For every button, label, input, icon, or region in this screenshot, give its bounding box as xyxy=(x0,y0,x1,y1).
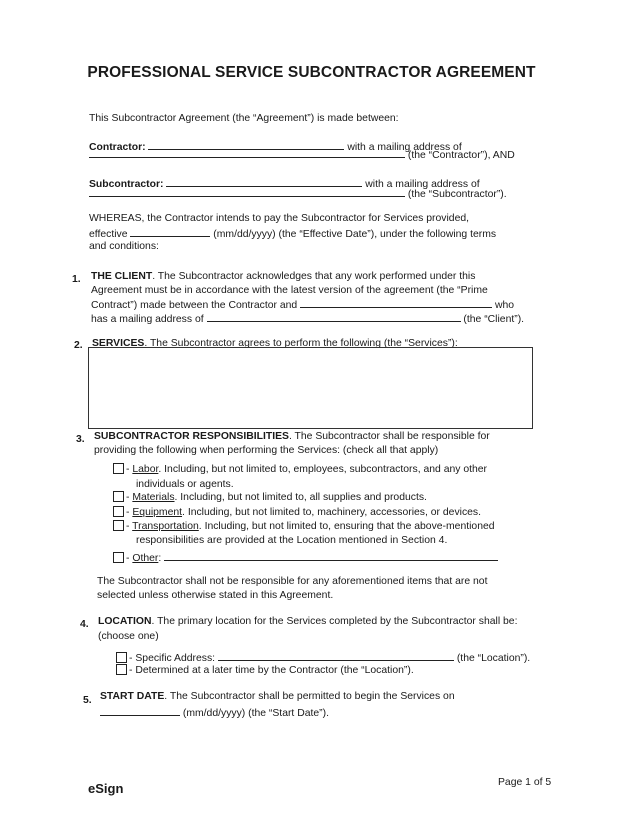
section-3-line-2: providing the following when performing the Services: (check all that apply) xyxy=(94,445,439,456)
section-5-line-2 xyxy=(100,705,329,720)
location-option-2 xyxy=(116,664,414,677)
section-4-line-1 xyxy=(98,615,517,628)
section-2-text: . The Subcontractor agrees to perform the following (the “Services”): xyxy=(144,338,458,349)
intro-text: This Subcontractor Agreement (the “Agreement”) is made between: xyxy=(89,113,399,124)
materials-item xyxy=(113,491,427,504)
section-4-text-1: . The primary location for the Services completed by the Subcontractor shall be: xyxy=(151,616,518,627)
other-field[interactable] xyxy=(164,550,498,561)
labor-dash: - xyxy=(126,464,133,475)
contractor-suffix-text: (the “Contractor”), AND xyxy=(407,150,515,161)
section-5-number: 5. xyxy=(83,695,92,706)
whereas-line-3: and conditions: xyxy=(89,241,159,252)
transportation-dash: - xyxy=(126,521,133,532)
transportation-name: Transportation xyxy=(132,521,199,532)
section-2-number: 2. xyxy=(74,340,83,351)
specific-address-label: Specific Address: xyxy=(135,653,216,664)
section-2-heading: SERVICES xyxy=(92,338,145,349)
specific-address-field[interactable] xyxy=(218,650,454,661)
section-1-text-3: Contract”) made between the Contractor and xyxy=(91,300,298,311)
section-3-text-1: . The Subcontractor shall be responsible for xyxy=(288,431,490,442)
effective-date-field[interactable] xyxy=(130,226,210,237)
section-4-number: 4. xyxy=(80,619,89,630)
section-1-client-text: (the “Client”). xyxy=(463,314,525,325)
labor-item xyxy=(113,463,487,476)
other-checkbox[interactable] xyxy=(113,552,124,563)
equipment-dash: - xyxy=(126,507,133,518)
section-5-text-1: . The Subcontractor shall be permitted to begin the Services on xyxy=(164,691,455,702)
document-title: PROFESSIONAL SERVICE SUBCONTRACTOR AGREEMENT xyxy=(87,64,536,81)
whereas-effective-text: effective xyxy=(89,229,128,240)
transportation-cont: responsibilities are provided at the Location mentioned in Section 4. xyxy=(136,535,448,546)
labor-name: Labor xyxy=(132,464,159,475)
equipment-checkbox[interactable] xyxy=(113,506,124,517)
esign-logo: eSign xyxy=(88,781,124,796)
equipment-text: . Including, but not limited to, machinery, accessories, or devices. xyxy=(182,507,482,518)
specific-address-checkbox[interactable] xyxy=(116,652,127,663)
whereas-line-2 xyxy=(89,226,496,241)
section-1-heading: THE CLIENT xyxy=(91,271,153,282)
section-1-line-3 xyxy=(91,297,514,312)
client-address-field[interactable] xyxy=(207,311,461,322)
section-1-text-1: . The Subcontractor acknowledges that any work performed under this xyxy=(152,271,476,282)
later-time-checkbox[interactable] xyxy=(116,664,127,675)
section-1-text-4: has a mailing address of xyxy=(91,314,204,325)
page-number: Page 1 of 5 xyxy=(498,777,552,788)
materials-text: . Including, but not limited to, all supplies and products. xyxy=(174,492,427,503)
subcontractor-suffix-text: (the “Subcontractor”). xyxy=(407,189,507,200)
section-3-heading: SUBCONTRACTOR RESPONSIBILITIES xyxy=(94,431,289,442)
start-date-field[interactable] xyxy=(100,705,180,716)
section-3-note-2: selected unless otherwise stated in this Agreement. xyxy=(97,590,334,601)
location-option-1-dash: - xyxy=(129,653,136,664)
materials-checkbox[interactable] xyxy=(113,491,124,502)
subcontractor-address-line xyxy=(89,186,507,201)
section-3-note-1: The Subcontractor shall not be responsible for any aforementioned items that are not xyxy=(97,576,488,587)
section-3-number: 3. xyxy=(76,434,85,445)
section-1-number: 1. xyxy=(72,274,81,285)
location-option-1 xyxy=(116,650,530,665)
other-colon: : xyxy=(158,553,162,564)
location-option-2-dash: - xyxy=(129,665,136,676)
whereas-date-text: (mm/dd/yyyy) (the “Effective Date”), under the following terms xyxy=(213,229,497,240)
labor-checkbox[interactable] xyxy=(113,463,124,474)
other-item xyxy=(113,550,498,565)
section-1-line-4 xyxy=(91,311,524,326)
section-5-heading: START DATE xyxy=(100,691,165,702)
transportation-text: . Including, but not limited to, ensuring that the above-mentioned xyxy=(198,521,495,532)
client-name-field[interactable] xyxy=(300,297,492,308)
section-5-line-1 xyxy=(100,690,455,703)
section-1-line-1 xyxy=(91,270,475,283)
equipment-item xyxy=(113,506,481,519)
labor-cont: individuals or agents. xyxy=(136,479,234,490)
equipment-name: Equipment xyxy=(132,507,183,518)
section-1-who-text: who xyxy=(494,300,515,311)
section-5-text-2: (mm/dd/yyyy) (the “Start Date”). xyxy=(182,708,329,719)
section-3-line-1 xyxy=(94,430,490,443)
other-name: Other xyxy=(132,553,159,564)
services-text-box[interactable] xyxy=(88,347,533,429)
other-dash: - xyxy=(126,553,133,564)
section-1-line-2: Agreement must be in accordance with the latest version of the agreement (the “Prime xyxy=(91,285,488,296)
transportation-checkbox[interactable] xyxy=(113,520,124,531)
later-time-label: Determined at a later time by the Contractor (the “Location”). xyxy=(135,665,414,676)
subcontractor-address-field[interactable] xyxy=(89,186,405,197)
contractor-address-line xyxy=(89,147,515,162)
materials-name: Materials xyxy=(132,492,175,503)
location-suffix-text: (the “Location”). xyxy=(456,653,531,664)
labor-text: . Including, but not limited to, employees, subcontractors, and any other xyxy=(158,464,488,475)
subcontractor-label: Subcontractor: xyxy=(89,179,164,190)
contractor-mailing-text: with a mailing address of xyxy=(347,142,462,153)
contractor-label: Contractor: xyxy=(89,142,146,153)
subcontractor-mailing-text: with a mailing address of xyxy=(365,179,480,190)
whereas-line-1: WHEREAS, the Contractor intends to pay the Subcontractor for Services provided, xyxy=(89,213,470,224)
materials-dash: - xyxy=(126,492,133,503)
section-4-line-2: (choose one) xyxy=(98,631,159,642)
transportation-item xyxy=(113,520,495,533)
contractor-address-field[interactable] xyxy=(89,147,405,158)
section-4-heading: LOCATION xyxy=(98,616,152,627)
